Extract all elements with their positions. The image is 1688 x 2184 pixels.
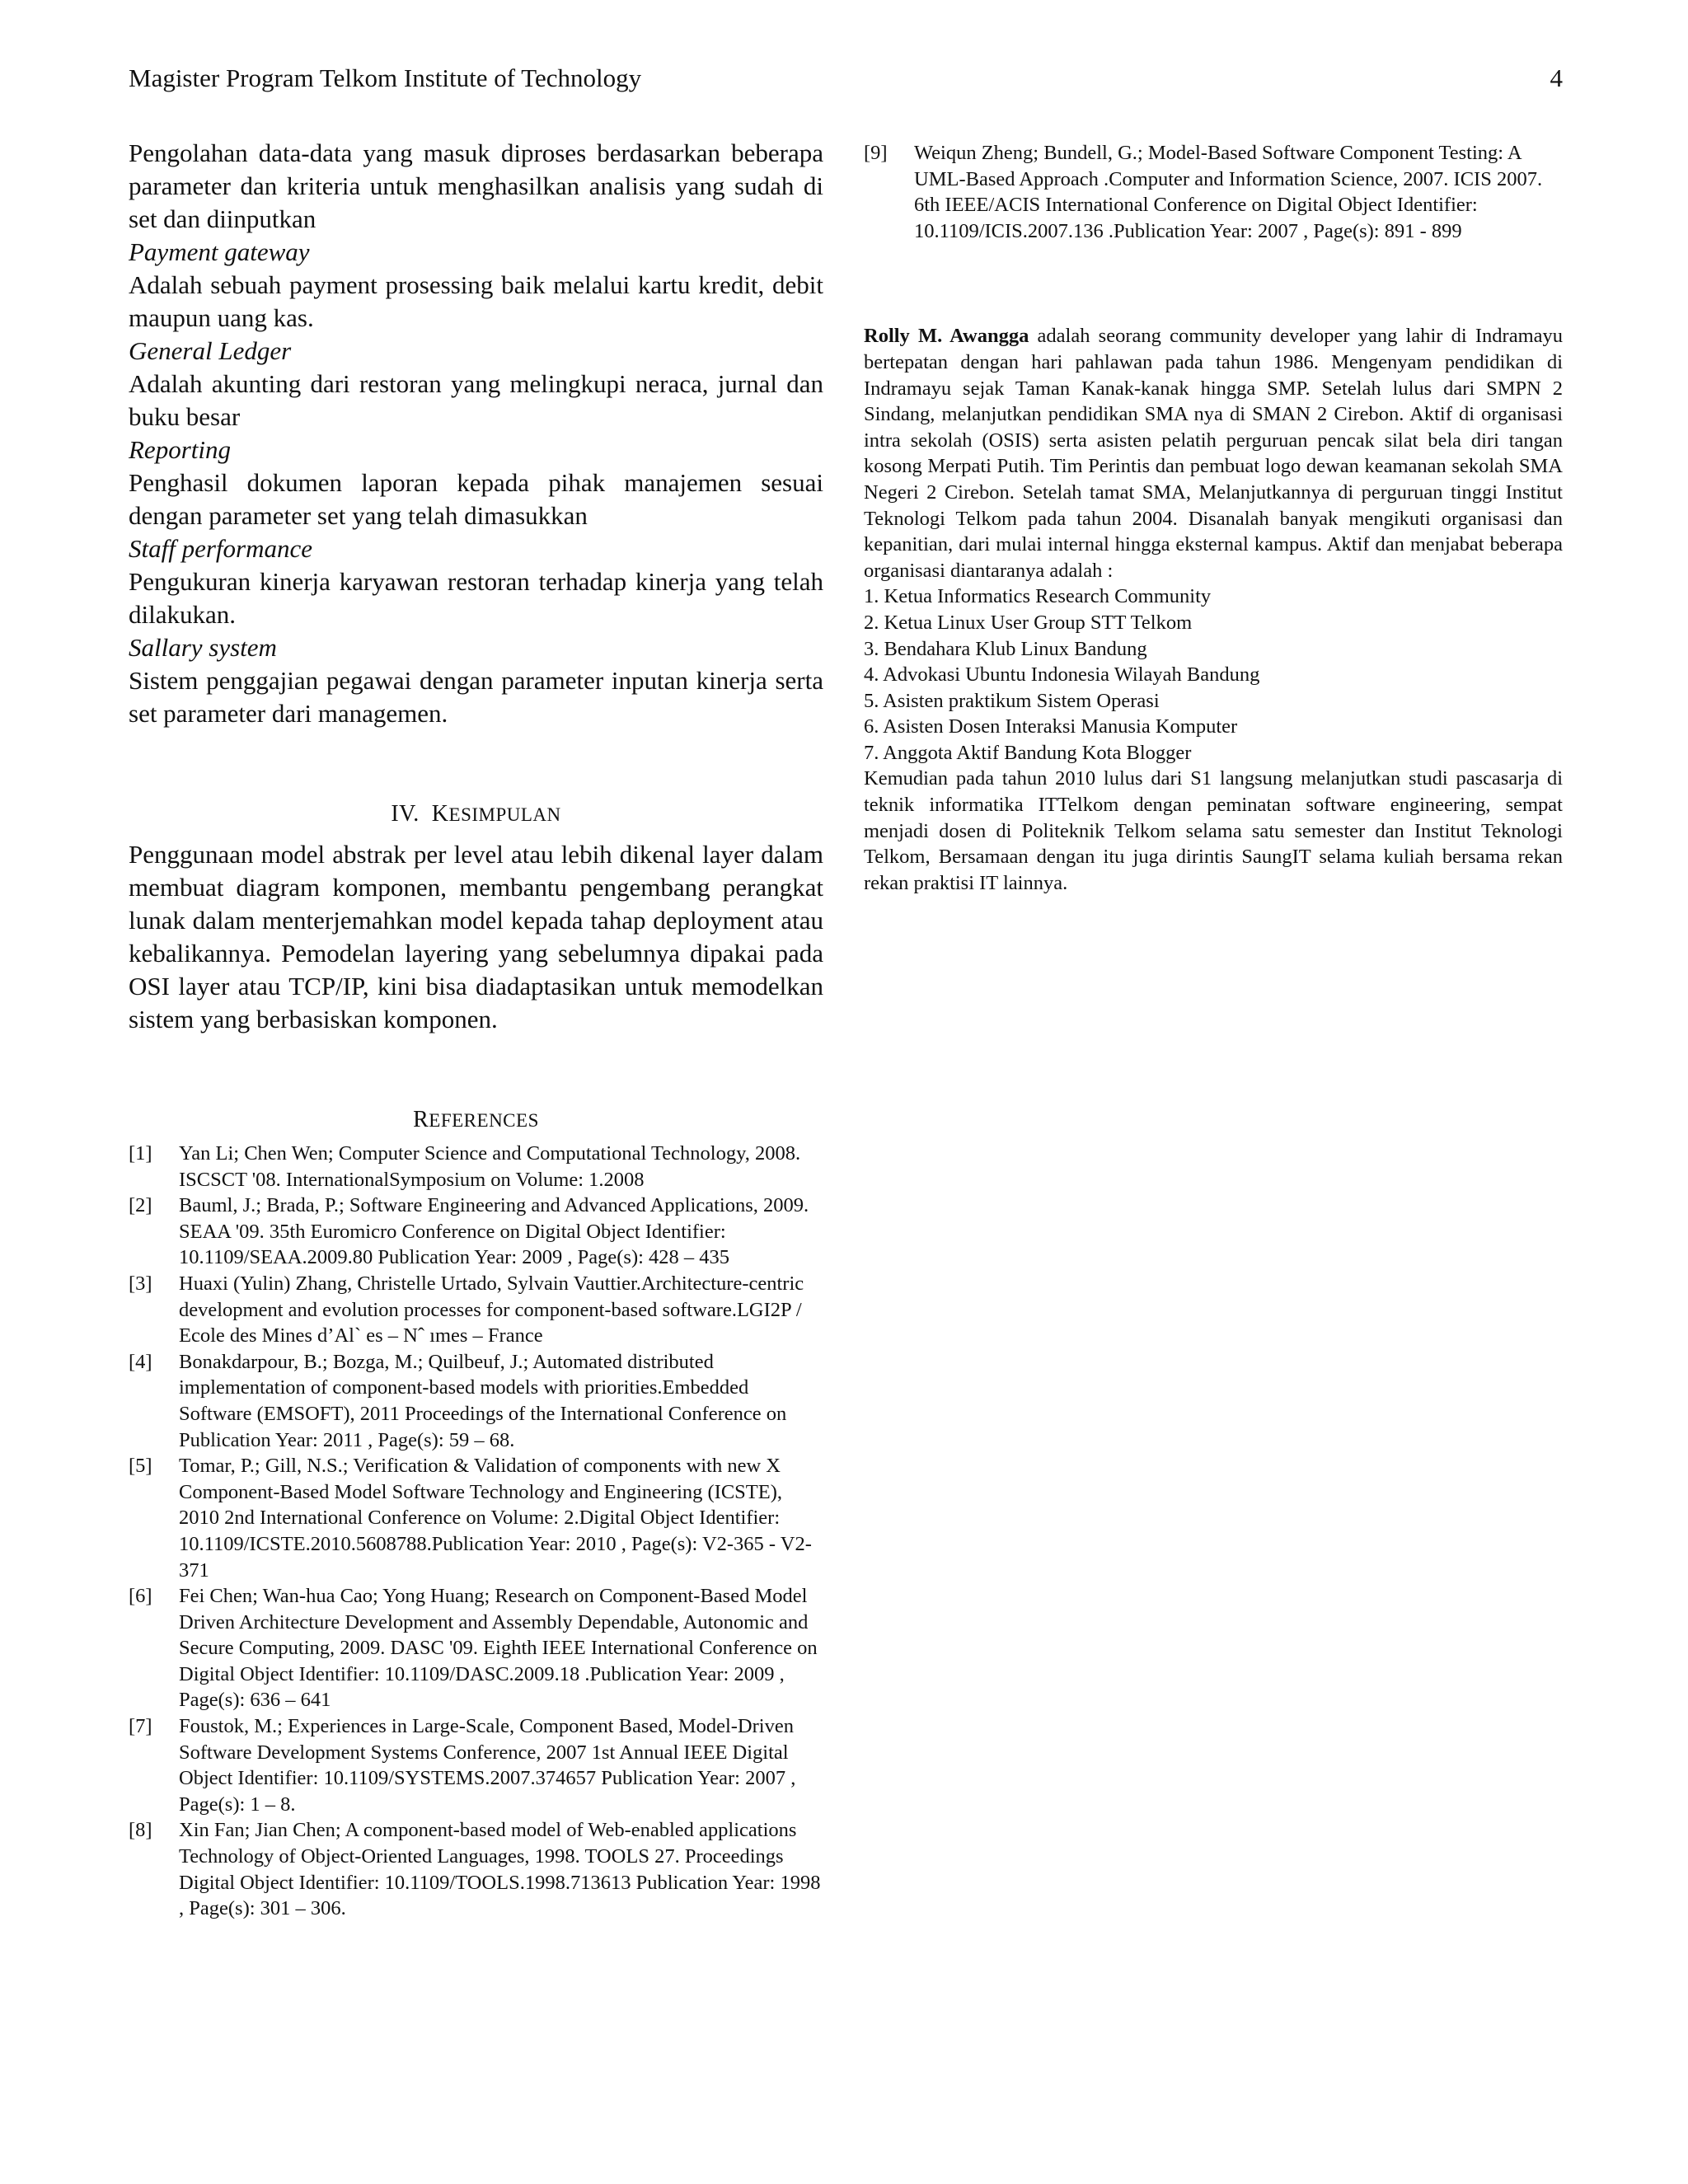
- organization-item: 7. Anggota Aktif Bandung Kota Blogger: [864, 741, 1192, 764]
- reference-number: [9]: [864, 142, 888, 164]
- reference-text: Yan Li; Chen Wen; Computer Science and Computational Technology, 2008. ISCSCT '08. InternationalSymposium on Volume: 1.2008: [179, 1142, 801, 1191]
- reference-text: Weiqun Zheng; Bundell, G.; Model-Based Software Component Testing: A UML-Based Approach .Computer and Information Science, 2007. ICIS 2007. 6th IEEE/ACIS International Conference on Digital Object Identifier: 10.1109/ICIS.2007.136 .Publication Year: 2007 , Page(s): 891 - 899: [914, 142, 1543, 242]
- reference-number: [7]: [129, 1715, 152, 1738]
- page-number: 4: [1550, 63, 1563, 92]
- reference-number: [1]: [129, 1142, 152, 1165]
- left-column: [129, 137, 823, 1922]
- section-title-rest: ESIMPULAN: [448, 804, 561, 825]
- section-number: IV.: [391, 801, 420, 827]
- reference-number: [5]: [129, 1455, 152, 1478]
- reference-number: [3]: [129, 1272, 152, 1295]
- organization-item: 4. Advokasi Ubuntu Indonesia Wilayah Bandung: [864, 663, 1260, 687]
- desc-reporting: Penghasil dokumen laporan kepada pihak manajemen sesuai dengan parameter set yang telah dimasukkan: [129, 468, 823, 530]
- references-heading: [129, 1104, 823, 1137]
- desc-staff-performance: Pengukuran kinerja karyawan restoran terhadap kinerja yang telah dilakukan.: [129, 567, 823, 629]
- section-initial: K: [431, 801, 449, 827]
- reference-item: [129, 1141, 823, 1193]
- desc-general-ledger: Adalah akunting dari restoran yang melingkupi neraca, jurnal dan buku besar: [129, 369, 823, 431]
- term-general-ledger: General Ledger: [129, 336, 292, 365]
- term-payment-gateway: Payment gateway: [129, 237, 310, 266]
- reference-item: [129, 1713, 823, 1817]
- reference-item: [129, 1817, 823, 1921]
- reference-text: Tomar, P.; Gill, N.S.; Verification & Validation of components with new X Component-Based Model Software Technology and Engineering (ICSTE), 2010 2nd International Conference on Volume: 2.Digital Object Identifier: 10.1109/ICSTE.2010.5608788.Publication Year: 2010 , Page(s): V2-365 - V2-371: [179, 1455, 812, 1582]
- right-column: [864, 140, 1563, 896]
- reference-item: [129, 1271, 823, 1349]
- reference-number: [6]: [129, 1585, 152, 1608]
- term-staff-performance: Staff performance: [129, 534, 312, 563]
- intro-paragraph: Pengolahan data-data yang masuk diproses berdasarkan beberapa parameter dan kriteria untuk menghasilkan analisis yang sudah di set dan diinputkan: [129, 138, 823, 233]
- reference-item: [129, 1193, 823, 1271]
- section-heading-kesimpulan: [129, 798, 823, 832]
- reference-item: [129, 1349, 823, 1453]
- desc-payment-gateway: Adalah sebuah payment prosessing baik melalui kartu kredit, debit maupun uang kas.: [129, 270, 823, 332]
- reference-item: [864, 140, 1563, 244]
- author-bio: [864, 323, 1563, 583]
- organization-item: 2. Ketua Linux User Group STT Telkom: [864, 611, 1193, 634]
- reference-text: Huaxi (Yulin) Zhang, Christelle Urtado, Sylvain Vauttier.Architecture-centric development and evolution processes for component-based software.LGI2P / Ecole des Mines d’Al` es – Nˆ ımes – France: [179, 1272, 804, 1347]
- term-sallary-system: Sallary system: [129, 633, 277, 662]
- organization-item: 3. Bendahara Klub Linux Bandung: [864, 637, 1147, 660]
- reference-list-continued: [864, 140, 1563, 244]
- organization-item: 1. Ketua Informatics Research Community: [864, 585, 1212, 608]
- reference-list: [129, 1141, 823, 1922]
- reference-text: Foustok, M.; Experiences in Large-Scale, Component Based, Model-Driven Software Development Systems Conference, 2007 1st Annual IEEE Digital Object Identifier: 10.1109/SYSTEMS.2007.374657 Publication Year: 2007 , Page(s): 1 – 8.: [179, 1715, 796, 1816]
- reference-text: Bonakdarpour, B.; Bozga, M.; Quilbeuf, J.; Automated distributed implementation of component-based models with priorities.Embedded Software (EMSOFT), 2011 Proceedings of the International Conference on Publication Year: 2011 , Page(s): 59 – 68.: [179, 1350, 787, 1451]
- reference-number: [8]: [129, 1819, 152, 1842]
- author-name: Rolly M. Awangga: [864, 325, 1029, 348]
- author-bio-closing: Kemudian pada tahun 2010 lulus dari S1 langsung melanjutkan studi pascasarja di teknik informatika ITTelkom dengan peminatan software engineering, sempat menjadi dosen di Politeknik Telkom selama satu semester dan Institut Teknologi Telkom, Bersamaan dengan itu juga dirintis SaungIT selama kuliah bersama rekan rekan praktisi IT lainnya.: [864, 767, 1563, 894]
- reference-item: [129, 1583, 823, 1713]
- term-reporting: Reporting: [129, 435, 231, 464]
- reference-number: [4]: [129, 1350, 152, 1373]
- running-title: Magister Program Telkom Institute of Technology: [129, 63, 642, 92]
- reference-text: Fei Chen; Wan-hua Cao; Yong Huang; Research on Component-Based Model Driven Architecture Development and Assembly Dependable, Autonomic and Secure Computing, 2009. DASC '09. Eighth IEEE International Conference on Digital Object Identifier: 10.1109/DASC.2009.18 .Publication Year: 2009 , Page(s): 636 – 641: [179, 1585, 818, 1712]
- organization-item: 5. Asisten praktikum Sistem Operasi: [864, 689, 1160, 712]
- organization-item: 6. Asisten Dosen Interaksi Manusia Komputer: [864, 715, 1238, 738]
- reference-number: [2]: [129, 1194, 152, 1217]
- desc-sallary-system: Sistem penggajian pegawai dengan parameter inputan kinerja serta set parameter dari managemen.: [129, 666, 823, 728]
- author-bio-text: adalah seorang community developer yang lahir di Indramayu bertepatan dengan hari pahlawan pada tahun 1986. Mengenyam pendidikan di Indramayu sejak Taman Kanak-kanak hingga SMP. Setelah lulus dari SMPN 2 Sindang, melanjutkan pendidikan SMA nya di SMAN 2 Cirebon. Aktif di organisasi intra sekolah (OSIS) serta asisten pelatih perguruan pencak silat bela diri tangan kosong Merpati Putih. Tim Perintis dan pembuat logo dewan keamanan sekolah SMA Negeri 2 Cirebon. Setelah tamat SMA, Melanjutkannya di perguruan tinggi Institut Teknologi Telkom pada tahun 2004. Disanalah banyak mengikuti organisasi dan kepanitian, dari mulai internal hingga eksternal kampus. Aktif dan menjabat beberapa organisasi diantaranya adalah :: [864, 325, 1564, 582]
- conclusion-paragraph: Penggunaan model abstrak per level atau lebih dikenal layer dalam membuat diagram komponen, membantu pengembang perangkat lunak dalam menterjemahkan model kepada tahap deployment atau kebalikannya. Pemodelan layering yang sebelumnya dipakai pada OSI layer atau TCP/IP, kini bisa diadaptasikan untuk memodelkan sistem yang berbasiskan komponen.: [129, 840, 823, 1033]
- page-header: [129, 58, 1563, 99]
- reference-text: Bauml, J.; Brada, P.; Software Engineering and Advanced Applications, 2009. SEAA '09. 35th Euromicro Conference on Digital Object Identifier: 10.1109/SEAA.2009.80 Publication Year: 2009 , Page(s): 428 – 435: [179, 1194, 809, 1269]
- references-title-rest: EFERENCES: [429, 1110, 539, 1131]
- organization-list: [864, 583, 1563, 766]
- reference-text: Xin Fan; Jian Chen; A component-based model of Web-enabled applications Technology of Object-Oriented Languages, 1998. TOOLS 27. Proceedings Digital Object Identifier: 10.1109/TOOLS.1998.713613 Publication Year: 1998 , Page(s): 301 – 306.: [179, 1819, 821, 1920]
- references-initial: R: [413, 1107, 429, 1132]
- reference-item: [129, 1453, 823, 1583]
